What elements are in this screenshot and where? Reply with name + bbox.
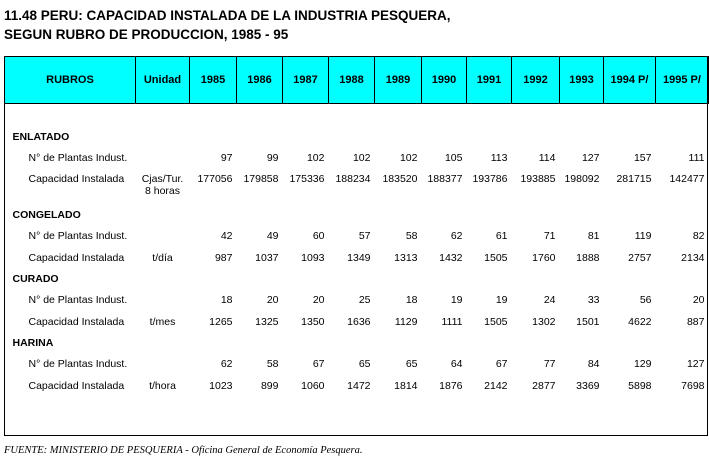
table-row [5,169,709,205]
table-cell: 1093 [301,252,325,264]
row-label: N° de Plantas Indust. [28,152,128,164]
section-title: CURADO [12,273,59,285]
table-cell: 60 [312,230,325,242]
table-cell: 67 [312,358,325,370]
column-header: 1991 [467,57,512,104]
table-row [5,247,709,269]
table-cell: 1265 [209,316,233,328]
table-cell: 1350 [301,316,325,328]
table-cell: 33 [587,294,600,306]
table-cell: 1505 [484,316,508,328]
row-unit: Cjas/Tur. 8 horas [141,173,184,197]
table-cell: 61 [495,230,508,242]
table-cell: 1876 [439,380,463,392]
table-cell: 25 [358,294,371,306]
table-cell: 102 [306,152,325,164]
table-cell: 2757 [628,252,652,264]
table-cell: 1111 [441,316,463,328]
table-cell: 1814 [394,380,418,392]
table-cell: 84 [587,358,600,370]
table-cell: 1023 [209,380,233,392]
row-unit: t/día [152,252,173,264]
table-cell: 1636 [347,316,371,328]
section-row [5,333,709,353]
row-unit [136,225,190,247]
table-cell: 113 [490,152,508,164]
table-cell: 987 [214,252,233,264]
data-table [4,56,709,403]
table-cell: 1505 [484,252,508,264]
column-header: RUBROS [5,57,136,104]
source-note: FUENTE: MINISTERIO DE PESQUERIA - Oficina General de Economía Pesquera. [4,445,363,456]
section-title: ENLATADO [12,131,70,143]
table-cell: 175336 [289,173,325,185]
row-label: Capacidad Instalada [28,252,125,264]
table-row [5,375,709,397]
table-cell: 1888 [576,252,600,264]
table-cell: 20 [692,294,705,306]
section-title: CONGELADO [12,209,81,221]
table-cell: 81 [587,230,600,242]
table-cell: 183520 [382,173,418,185]
section-title: HARINA [12,337,54,349]
table-cell: 129 [633,358,652,370]
spacer-row [5,397,709,403]
table-cell: 1325 [255,316,279,328]
table-cell: 19 [450,294,463,306]
column-header: 1994 P/ [604,57,656,104]
title-line-1: 11.48 PERU: CAPACIDAD INSTALADA DE LA INDUSTRIA PESQUERA, [4,8,451,23]
table-cell: 1432 [439,252,463,264]
row-unit [136,147,190,169]
row-unit: t/hora [149,380,176,392]
table-row [5,147,709,169]
table-cell: 198092 [564,173,600,185]
table-cell: 127 [581,152,600,164]
table-cell: 64 [450,358,463,370]
table-row [5,353,709,375]
section-row [5,205,709,225]
row-unit [136,353,190,375]
column-header: 1995 P/ [656,57,709,104]
table-cell: 18 [405,294,418,306]
table-cell: 899 [260,380,279,392]
table-cell: 1313 [394,252,418,264]
table-cell: 20 [266,294,279,306]
table-cell: 42 [220,230,233,242]
row-label: N° de Plantas Indust. [28,294,128,306]
table-cell: 99 [266,152,279,164]
table-cell: 58 [266,358,279,370]
table-cell: 65 [405,358,418,370]
table-cell: 102 [352,152,371,164]
table-cell: 62 [220,358,233,370]
table-cell: 2134 [681,252,705,264]
row-label: N° de Plantas Indust. [28,358,128,370]
table-cell: 67 [495,358,508,370]
table-cell: 2142 [484,380,508,392]
table-cell: 1472 [347,380,371,392]
table-cell: 49 [266,230,279,242]
table-cell: 56 [639,294,652,306]
table-cell: 3369 [576,380,600,392]
row-label: Capacidad Instalada [28,380,125,392]
table-cell: 5898 [628,380,652,392]
column-header: 1987 [283,57,329,104]
table-cell: 7698 [681,380,705,392]
table-cell: 24 [543,294,556,306]
table-cell: 1760 [532,252,556,264]
table-row [5,225,709,247]
row-unit [136,289,190,311]
table-cell: 105 [444,152,463,164]
spacer-row [5,104,709,128]
table-cell: 188234 [335,173,371,185]
table-cell: 71 [543,230,556,242]
table-cell: 82 [692,230,705,242]
column-header: Unidad [136,57,190,104]
table-cell: 57 [358,230,371,242]
table-cell: 18 [220,294,233,306]
column-header: 1985 [190,57,237,104]
column-header: 1993 [560,57,604,104]
row-label: Capacidad Instalada [28,173,125,185]
row-label: N° de Plantas Indust. [28,230,128,242]
table-cell: 193786 [472,173,508,185]
table-cell: 188377 [427,173,463,185]
table-cell: 2877 [532,380,556,392]
table-cell: 62 [450,230,463,242]
table-cell: 142477 [669,173,705,185]
table-cell: 19 [495,294,508,306]
table-row [5,289,709,311]
table-cell: 887 [686,316,705,328]
table-cell: 97 [220,152,233,164]
table-cell: 1129 [394,316,418,328]
table-body [5,104,709,404]
table-cell: 20 [312,294,325,306]
table-title [4,6,451,44]
table-cell: 4622 [628,316,652,328]
column-header: 1989 [375,57,422,104]
table-cell: 193885 [520,173,556,185]
table-cell: 179858 [243,173,279,185]
column-header: 1990 [422,57,467,104]
table-cell: 1060 [301,380,325,392]
column-header: 1988 [329,57,375,104]
table-cell: 77 [543,358,556,370]
table-cell: 102 [399,152,418,164]
table-cell: 1501 [576,316,600,328]
column-header: 1986 [237,57,283,104]
table-row [5,311,709,333]
title-line-2: SEGUN RUBRO DE PRODUCCION, 1985 - 95 [4,27,289,42]
header-row [5,57,709,104]
table-cell: 65 [358,358,371,370]
table-cell: 1349 [347,252,371,264]
table-cell: 114 [538,152,556,164]
table-cell: 1037 [255,252,279,264]
column-header: 1992 [512,57,560,104]
table-cell: 157 [633,152,652,164]
row-label: Capacidad Instalada [28,316,125,328]
table-cell: 281715 [616,173,652,185]
table-cell: 127 [686,358,705,370]
section-row [5,269,709,289]
table-cell: 119 [634,230,652,242]
table-cell: 58 [405,230,418,242]
table-cell: 111 [688,152,705,164]
table-cell: 1302 [532,316,556,328]
table-cell: 177056 [197,173,233,185]
row-unit: t/mes [149,316,176,328]
section-row [5,127,709,147]
